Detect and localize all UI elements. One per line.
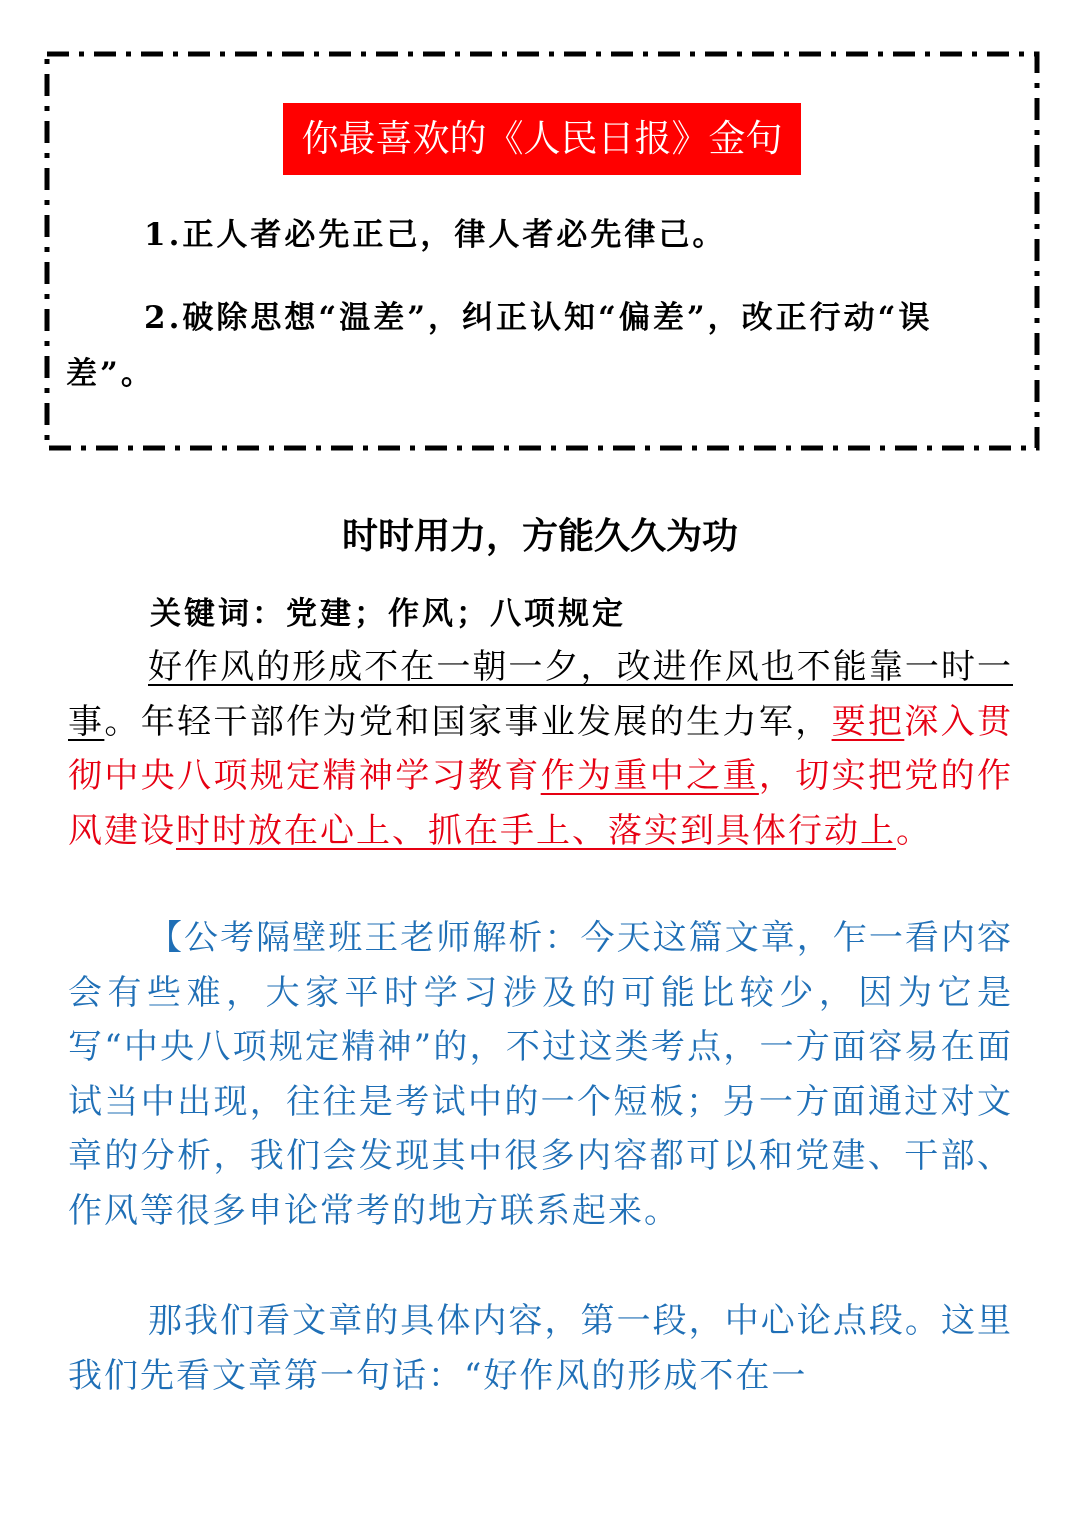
analysis-paragraph-1: 【公考隔壁班王老师解析：今天这篇文章，乍一看内容会有些难，大家平时学习涉及的可能比较少，因为它是写“中央八项规定精神”的，不过这类考点，一方面容易在面试当中出现，往往是考试中的一个短板；另一方面通过对文章的分析，我们会发现其中很多内容都可以和党建、干部、作风等很多申论常考的地方联系起来。	[68, 918, 1013, 1231]
quote-item-1: 1.正人者必先正己，律人者必先律己。	[144, 217, 727, 253]
highlighted-phrase: 要把	[831, 701, 905, 742]
article-heading: 时时用力，方能久久为功	[341, 515, 738, 557]
highlighted-phrase: 。	[896, 810, 932, 851]
highlighted-phrase: 党的作风建设	[68, 756, 1014, 851]
underlined-phrase: 好作风的形成不在一朝一夕，改进作风也不能靠一时一事	[68, 647, 1013, 742]
quote-item-2: 2.破除思想“温差”，纠正认知“偏差”，改正行动“误差”。	[66, 300, 933, 392]
article-keywords: 关键词：党建；作风；八项规定	[150, 596, 626, 632]
highlighted-phrase: ，切实把	[758, 756, 905, 796]
article-main-paragraph	[68, 640, 1013, 858]
highlighted-phrase: 时时放在心上、抓在手上、落实到具体行动上	[176, 810, 896, 851]
highlighted-phrase: 深入贯彻中央八项规定精神学习教育	[68, 701, 1014, 796]
analysis-paragraph-2: 那我们看文章的具体内容，第一段，中心论点段。这里我们先看文章第一句话：“好作风的形成不在一	[68, 1301, 1013, 1396]
quote-box-title: 你最喜欢的《人民日报》金句	[283, 103, 801, 175]
highlighted-phrase: 作为重中之重	[540, 756, 759, 796]
plain-phrase: 。年轻干部作为党和国家事业发展的生力军，	[104, 701, 832, 742]
